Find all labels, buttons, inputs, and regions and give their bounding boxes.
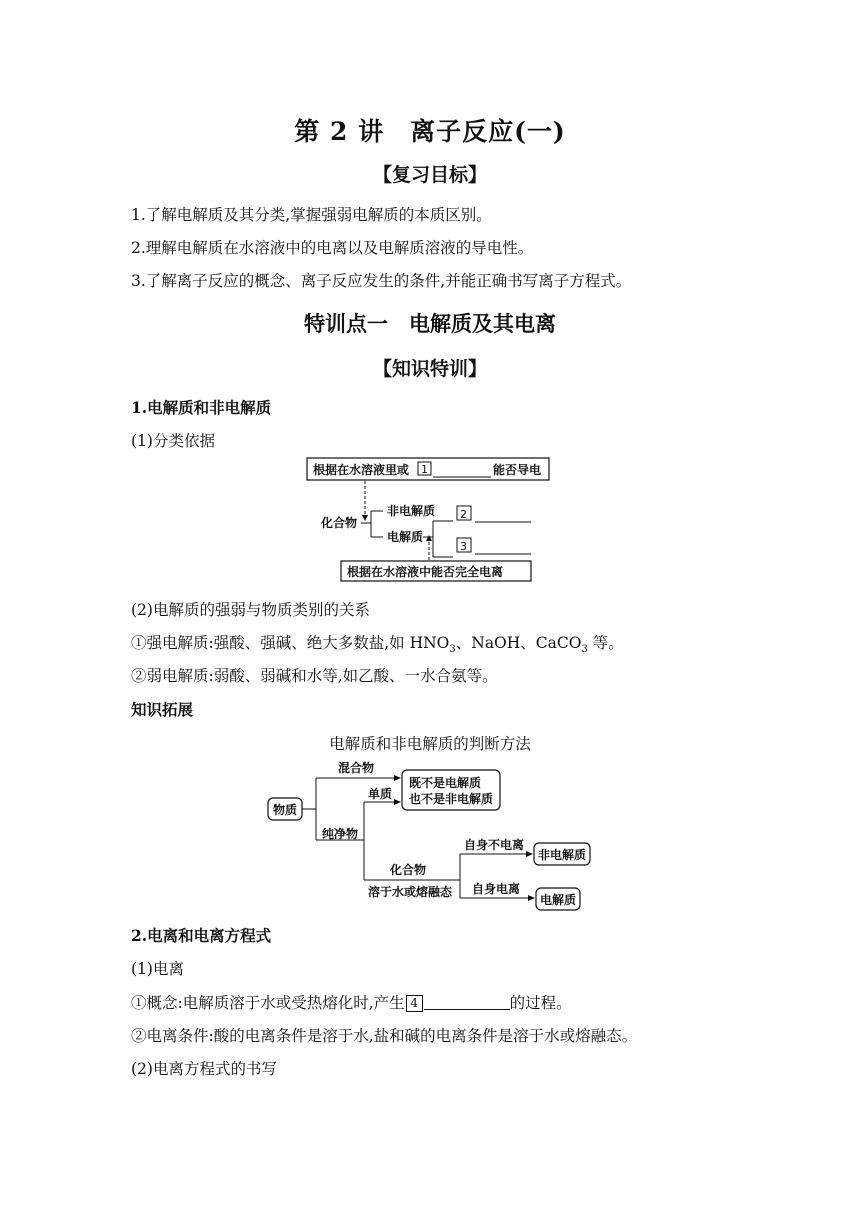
neither-line2: 也不是非电解质 — [409, 792, 494, 806]
concept-line: ①概念:电解质溶于水或受热熔化时,产生 4 的过程。 — [131, 994, 572, 1012]
goal-item: 1.了解电解质及其分类,掌握强弱电解质的本质区别。 — [131, 206, 492, 224]
review-heading: 【复习目标】 — [372, 164, 487, 186]
element-label: 单质 — [368, 787, 393, 801]
non-electrolyte-result: 非电解质 — [538, 848, 587, 862]
num-1: 1 — [421, 463, 428, 476]
num-box-4: 4 — [406, 995, 423, 1012]
non-electrolyte-label: 非电解质 — [387, 504, 436, 518]
section1-heading: 1.电解质和非电解质 — [131, 398, 272, 417]
condition-label: 溶于水或熔融态 — [368, 885, 453, 899]
num-3: 3 — [460, 540, 467, 553]
extension-heading: 知识拓展 — [131, 700, 194, 719]
num-2: 2 — [460, 508, 467, 521]
electrolyte-result: 电解质 — [540, 893, 577, 907]
strong-electrolyte: ①强电解质:强酸、强碱、绝大多数盐,如 $HNO_3$、NaOH、CaCO$_3$ 等。 — [131, 634, 624, 656]
classification-diagram — [305, 455, 555, 587]
bottom-box-label: 根据在水溶液中能否完全电离 — [347, 565, 504, 579]
neither-line1: 既不是电解质 — [409, 776, 482, 790]
compound-label-2: 化合物 — [390, 863, 427, 877]
diagram2-caption: 电解质和非电解质的判断方法 — [329, 735, 531, 753]
ionization-condition: ②电离条件:酸的电离条件是溶于水,盐和碱的电离条件是溶于水或熔融态。 — [131, 1027, 638, 1045]
pure-label: 纯净物 — [322, 827, 359, 841]
self-ionize-label: 自身电离 — [472, 882, 521, 896]
section2-sub1: (1)电离 — [131, 960, 184, 978]
substance-label: 物质 — [273, 803, 298, 817]
weak-electrolyte: ②弱电解质:弱酸、弱碱和水等,如乙酸、一水合氨等。 — [131, 667, 498, 685]
section1-sub2: (2)电解质的强弱与物质类别的关系 — [131, 601, 370, 619]
judgement-diagram — [264, 758, 596, 914]
top-box-suffix: 能否导电 — [493, 463, 542, 477]
section2-heading: 2.电离和电离方程式 — [131, 926, 272, 945]
top-box-prefix: 根据在水溶液里或 — [313, 463, 410, 477]
section1-sub1: (1)分类依据 — [131, 432, 215, 450]
not-self-ionize-label: 自身不电离 — [464, 838, 525, 852]
answer-blank — [424, 995, 510, 1010]
electrolyte-label: 电解质 — [387, 530, 424, 544]
page-title: 第 2 讲 离子反应(一) — [294, 117, 566, 146]
goal-item: 2.理解电解质在水溶液中的电离以及电解质溶液的导电性。 — [131, 239, 534, 257]
section2-sub2: (2)电离方程式的书写 — [131, 1060, 277, 1078]
knowledge-heading: 【知识特训】 — [372, 358, 487, 380]
part1-heading: 特训点一 电解质及其电离 — [304, 311, 556, 336]
goal-item: 3.了解离子反应的概念、离子反应发生的条件,并能正确书写离子方程式。 — [131, 272, 632, 290]
mixture-label: 混合物 — [338, 761, 375, 775]
compound-label: 化合物 — [321, 516, 358, 530]
